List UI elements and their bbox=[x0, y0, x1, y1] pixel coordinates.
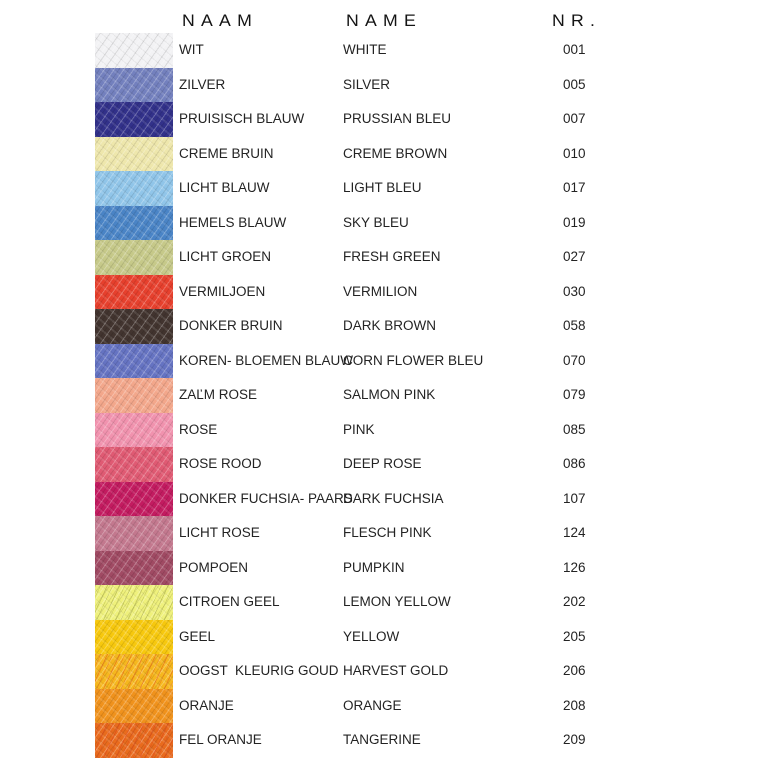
color-number-label: 202 bbox=[563, 594, 586, 610]
english-name-label: SKY BLEU bbox=[343, 214, 409, 230]
dutch-name-label: FEL ORANJE bbox=[179, 732, 262, 748]
english-name-label: YELLOW bbox=[343, 628, 400, 644]
english-name-label: DARK BROWN bbox=[343, 318, 437, 334]
yarn-color-swatch bbox=[95, 654, 173, 689]
english-name-label: PINK bbox=[343, 421, 375, 437]
english-name-label: HARVEST GOLD bbox=[343, 663, 449, 679]
yarn-color-swatch bbox=[95, 33, 173, 68]
english-name-label: FRESH GREEN bbox=[343, 249, 441, 265]
column-header-name: NAME bbox=[346, 11, 423, 30]
yarn-color-swatch bbox=[95, 723, 173, 758]
yarn-color-swatch bbox=[95, 275, 173, 310]
english-name-label: PRUSSIAN BLEU bbox=[343, 111, 452, 127]
yarn-color-swatch bbox=[95, 585, 173, 620]
yarn-color-swatch bbox=[95, 102, 173, 137]
dutch-name-label: POMPOEN bbox=[179, 559, 249, 575]
dutch-name-label: HEMELS BLAUW bbox=[179, 214, 287, 230]
dutch-name-label: LICHT ROSE bbox=[179, 525, 260, 541]
table-row bbox=[0, 137, 768, 172]
color-number-label: 209 bbox=[563, 732, 586, 748]
table-row bbox=[0, 620, 768, 655]
table-row bbox=[0, 447, 768, 482]
table-row bbox=[0, 723, 768, 758]
color-number-label: 086 bbox=[563, 456, 586, 472]
dutch-name-label: CITROEN GEEL bbox=[179, 594, 280, 610]
yarn-color-swatch bbox=[95, 551, 173, 586]
dutch-name-label: DONKER FUCHSIA- PAARS bbox=[179, 490, 353, 506]
english-name-label: LEMON YELLOW bbox=[343, 594, 451, 610]
dutch-name-label: CREME BRUIN bbox=[179, 145, 274, 161]
color-number-label: 001 bbox=[563, 42, 586, 57]
color-number-label: 085 bbox=[563, 421, 586, 437]
color-number-label: 107 bbox=[563, 490, 586, 506]
yarn-color-swatch bbox=[95, 482, 173, 517]
yarn-color-swatch bbox=[95, 309, 173, 344]
dutch-name-label: KOREN- BLOEMEN BLAUW bbox=[179, 352, 354, 368]
yarn-color-swatch bbox=[95, 620, 173, 655]
dutch-name-label: WIT bbox=[179, 42, 204, 57]
english-name-label: LIGHT BLEU bbox=[343, 180, 422, 196]
table-row bbox=[0, 344, 768, 379]
table-row bbox=[0, 68, 768, 103]
color-number-label: 124 bbox=[563, 525, 586, 541]
yarn-color-swatch bbox=[95, 68, 173, 103]
yarn-color-swatch bbox=[95, 413, 173, 448]
english-name-label: SALMON PINK bbox=[343, 387, 436, 403]
table-row bbox=[0, 689, 768, 724]
english-name-label: TANGERINE bbox=[343, 732, 421, 748]
table-row bbox=[0, 102, 768, 137]
english-name-label: ORANGE bbox=[343, 697, 402, 713]
dutch-name-label: ROSE bbox=[179, 421, 218, 437]
dutch-name-label: DONKER BRUIN bbox=[179, 318, 283, 334]
yarn-color-swatch bbox=[95, 171, 173, 206]
english-name-label: PUMPKIN bbox=[343, 559, 405, 575]
yarn-color-swatch bbox=[95, 240, 173, 275]
table-row bbox=[0, 654, 768, 689]
color-number-label: 010 bbox=[563, 145, 586, 161]
color-table-body bbox=[0, 33, 768, 758]
color-number-label: 005 bbox=[563, 76, 586, 92]
dutch-name-label: GEEL bbox=[179, 628, 216, 644]
dutch-name-label: ORANJE bbox=[179, 697, 234, 713]
table-row bbox=[0, 516, 768, 551]
table-row bbox=[0, 206, 768, 241]
yarn-color-swatch bbox=[95, 344, 173, 379]
yarn-color-swatch bbox=[95, 689, 173, 724]
color-number-label: 019 bbox=[563, 214, 586, 230]
color-number-label: 208 bbox=[563, 697, 586, 713]
dutch-name-label: ZAĽM ROSE bbox=[179, 387, 258, 403]
table-row bbox=[0, 551, 768, 586]
yarn-color-swatch bbox=[95, 206, 173, 241]
color-number-label: 205 bbox=[563, 628, 586, 644]
color-number-label: 126 bbox=[563, 559, 586, 575]
color-number-label: 058 bbox=[563, 318, 586, 334]
english-name-label: DEEP ROSE bbox=[343, 456, 422, 472]
english-name-label: DARK FUCHSIA bbox=[343, 490, 444, 506]
table-row bbox=[0, 378, 768, 413]
column-header-nr: NR. bbox=[552, 11, 602, 30]
color-number-label: 007 bbox=[563, 111, 586, 127]
yarn-color-swatch bbox=[95, 378, 173, 413]
english-name-label: WHITE bbox=[343, 42, 387, 57]
yarn-color-swatch bbox=[95, 516, 173, 551]
yarn-color-swatch bbox=[95, 137, 173, 172]
color-number-label: 070 bbox=[563, 352, 586, 368]
dutch-name-label: LICHT GROEN bbox=[179, 249, 272, 265]
english-name-label: SILVER bbox=[343, 76, 391, 92]
dutch-name-label: ROSE ROOD bbox=[179, 456, 262, 472]
dutch-name-label: PRUISISCH BLAUW bbox=[179, 111, 305, 127]
english-name-label: CREME BROWN bbox=[343, 145, 448, 161]
dutch-name-label: LICHT BLAUW bbox=[179, 180, 270, 196]
dutch-name-label: VERMILJOEN bbox=[179, 283, 266, 299]
dutch-name-label: ZILVER bbox=[179, 76, 226, 92]
table-row bbox=[0, 482, 768, 517]
table-row bbox=[0, 171, 768, 206]
color-number-label: 017 bbox=[563, 180, 586, 196]
column-header-naam: NAAM bbox=[182, 11, 259, 30]
color-number-label: 079 bbox=[563, 387, 586, 403]
color-number-label: 206 bbox=[563, 663, 586, 679]
english-name-label: CORN FLOWER BLEU bbox=[343, 352, 484, 368]
table-row bbox=[0, 275, 768, 310]
table-row bbox=[0, 33, 768, 68]
table-row bbox=[0, 309, 768, 344]
english-name-label: FLESCH PINK bbox=[343, 525, 432, 541]
color-number-label: 027 bbox=[563, 249, 586, 265]
table-row bbox=[0, 413, 768, 448]
english-name-label: VERMILION bbox=[343, 283, 418, 299]
table-row bbox=[0, 240, 768, 275]
color-number-label: 030 bbox=[563, 283, 586, 299]
dutch-name-label: OOGST KLEURIG GOUD bbox=[179, 663, 339, 679]
table-row bbox=[0, 585, 768, 620]
yarn-color-swatch bbox=[95, 447, 173, 482]
